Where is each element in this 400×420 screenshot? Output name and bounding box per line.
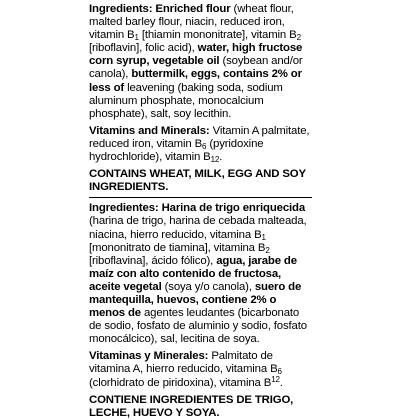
b6-subscript-en: 6 — [202, 141, 207, 151]
ingredients-es — [89, 202, 312, 346]
vitamins-text-c-es: . — [279, 376, 283, 389]
b12-subscript-en: 12 — [210, 155, 220, 165]
enriched-list-c-es: [riboflavina], ácido fólico), — [89, 254, 214, 267]
vitamins-text-c-en: . — [219, 151, 223, 164]
vitamins-heading-es: Vitaminas y Minerales: — [89, 350, 209, 363]
enriched-list-a-es: (harina de trigo, harina de cebada malteada, niacina, hierro reducido, vitamina B — [89, 215, 307, 241]
leavening-es: agentes leudantes (bicarbonato de sodio, fosfato de aluminio y sodio, fosfato monocálcico), sal, lecitina de soya. — [89, 307, 307, 346]
vitamins-text-b-es: (clorhidrato de piridoxina), vitamina B — [89, 376, 272, 389]
buttermilk-eggs-en: buttermilk, eggs, contains 2% or less of — [89, 68, 302, 94]
b1-subscript-en: 1 — [134, 33, 139, 43]
ingredients-heading-en: Ingredients: — [89, 3, 153, 15]
enriched-flour-es: Harina de trigo enriquecida — [161, 202, 306, 215]
vitamins-text-b-en: (pyridoxine hydrochloride), vitamin B — [89, 137, 264, 164]
ingredients-en — [89, 3, 312, 121]
enriched-list-c-en: [riboflavin], folic acid), — [89, 42, 195, 55]
vitamins-heading-en: Vitamins and Minerals: — [89, 124, 210, 137]
allergens-en: CONTAINS WHEAT, MILK, EGG AND SOY INGREDIENTS. — [89, 168, 306, 194]
enriched-list-b-es: [mononitrato de tiamina], vitamina B — [89, 241, 266, 254]
buttermilk-eggs-es: suero de mantequilla, huevos, contiene 2% o menos de — [89, 280, 302, 320]
b12-subscript-es: 12 — [271, 374, 280, 384]
ingredients-heading-es: Ingredientes: — [89, 202, 159, 215]
allergens-es: CONTIENE INGREDIENTES DE TRIGO, LECHE, HUEVO Y SOYA. — [89, 393, 294, 419]
enriched-list-b-en: [thiamin mononitrate], vitamin B — [141, 29, 297, 42]
water-syrup-oil-es: agua, jarabe de maíz con alto contenido de fructosa, aceite vegetal — [89, 254, 297, 293]
vitamins-text-a-es: Palmitato de vitamina A, hierro reducido, vitamina B — [89, 350, 278, 376]
water-hfcs-en: water, high fructose corn syrup, vegetable oil — [89, 42, 303, 68]
b2-subscript-es: 2 — [265, 245, 270, 255]
section-divider — [89, 197, 312, 198]
oil-detail-en: (soybean and/or canola), — [89, 55, 303, 81]
b6-subscript-es: 6 — [277, 367, 282, 377]
enriched-flour-en: Enriched flour — [155, 3, 231, 15]
vitamins-text-a-en: Vitamin A palmitate, reduced iron, vitamin B — [89, 124, 310, 150]
leavening-en: leavening (baking soda, sodium aluminum phosphate, monocalcium phosphate), salt, soy lecithin. — [89, 81, 283, 120]
enriched-list-a-en: (wheat flour, malted barley flour, niacin, reduced iron, vitamin B — [89, 3, 294, 42]
vitamins-es — [89, 350, 312, 389]
b1-subscript-es: 1 — [261, 232, 266, 242]
b2-subscript-en: 2 — [296, 33, 301, 43]
ingredient-label — [86, 0, 314, 419]
oil-detail-es: (soya y/o canola), — [164, 280, 252, 293]
vitamins-en — [89, 125, 312, 164]
